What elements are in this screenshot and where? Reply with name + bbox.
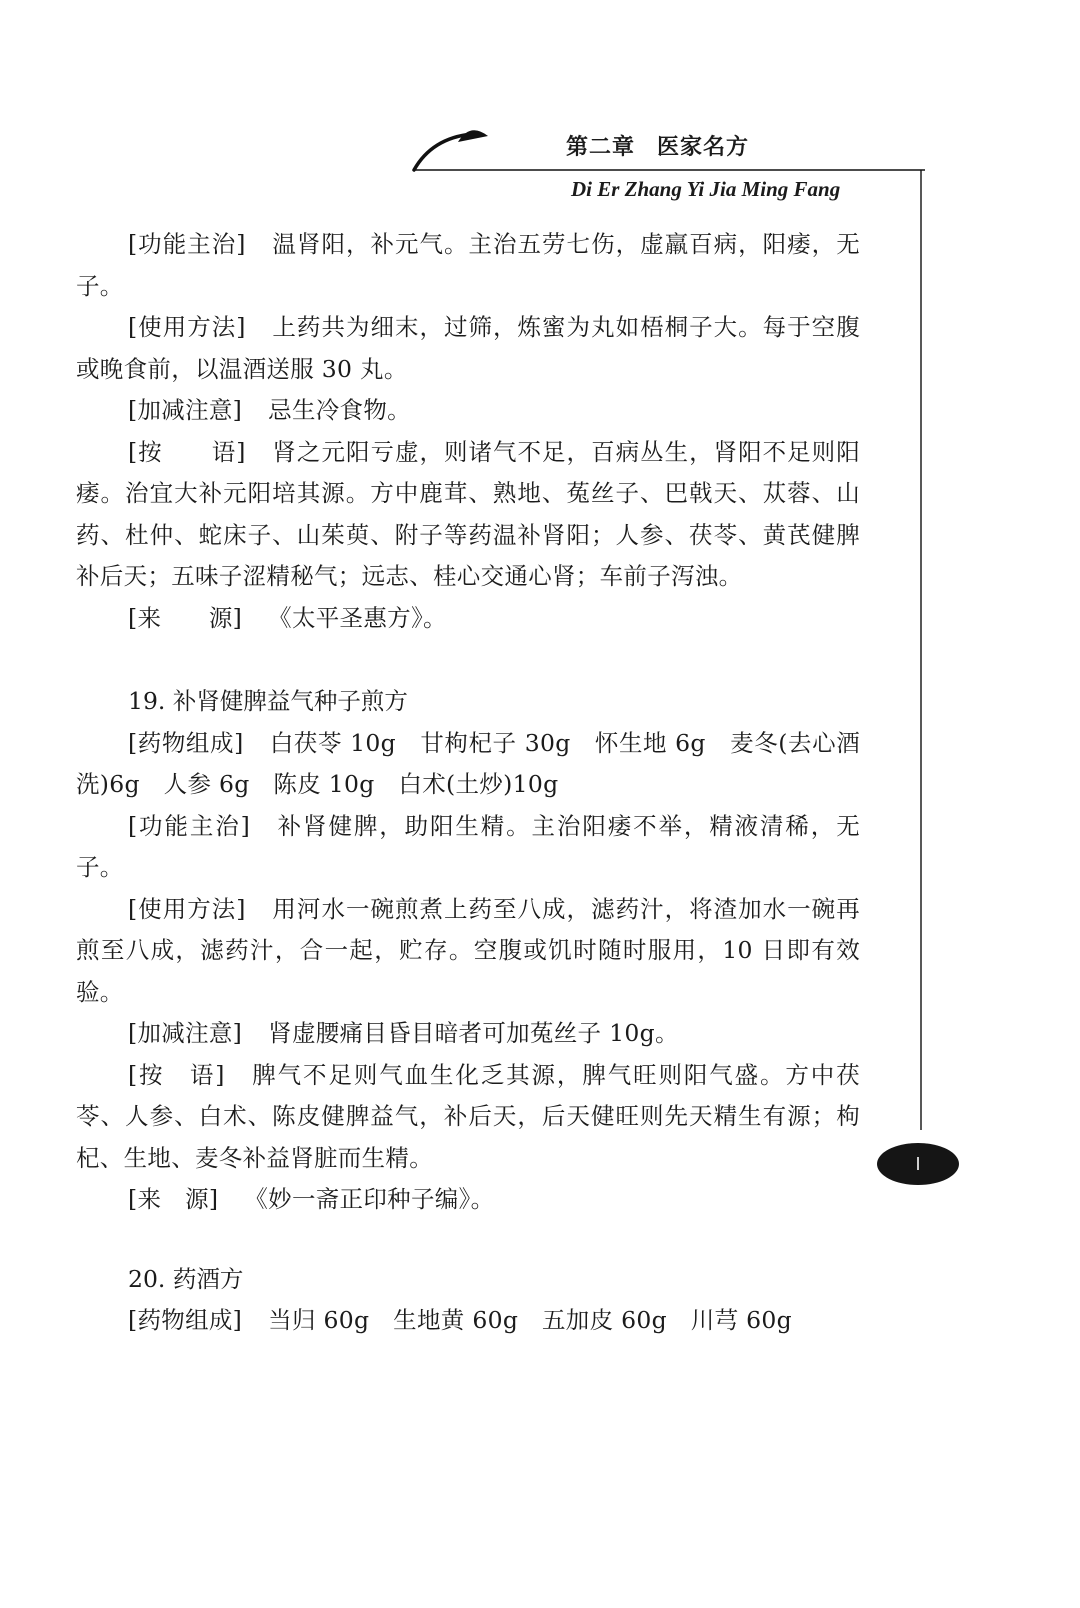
section-text: 脾气不足则气血生化乏其源，脾气旺则阳气盛。方中茯苓、人参、白术、陈皮健脾益气，补后天，后天健旺则先天精生有源；枸杞、生地、麦冬补益肾脏而生精。 <box>76 1060 860 1172</box>
section-label: [功能主治] <box>128 230 246 258</box>
recipe-19-title: 19. 补肾健脾益气种子煎方 <box>128 687 408 715</box>
section-label: [药物组成] <box>128 728 244 757</box>
section-label: [使用方法] <box>128 894 246 923</box>
section-label: [药物组成] <box>128 1306 243 1334</box>
lamp-shade-icon <box>458 130 488 142</box>
section-text: 补肾健脾，助阳生精。主治阳痿不举，精液清稀，无子。 <box>76 811 860 881</box>
section-text: 当归 60g 生地黄 60g 五加皮 60g 川芎 60g <box>268 1306 793 1334</box>
section-label: [按 语] <box>128 1060 225 1089</box>
paragraph-modification <box>76 390 860 432</box>
paragraph-usage <box>76 307 860 390</box>
section-text: 《太平圣惠方》。 <box>268 603 447 632</box>
paragraph-indications <box>76 806 860 889</box>
paragraph-ingredients <box>76 1300 860 1342</box>
spacer <box>76 1221 860 1259</box>
section-label: [来 源] <box>128 1185 219 1213</box>
spacer <box>76 639 860 681</box>
section-label: [来 源] <box>128 603 243 632</box>
paragraph-commentary <box>76 432 860 598</box>
section-text: 白茯苓 10g 甘枸杞子 30g 怀生地 6g 麦冬(去心酒洗)6g 人参 6g 陈皮 10g 白术(土炒)10g <box>76 728 861 798</box>
chapter-pinyin: Di Er Zhang Yi Jia Ming Fang <box>571 177 841 201</box>
section-label: [加减注意] <box>128 396 243 424</box>
section-text: 忌生冷食物。 <box>268 396 411 424</box>
section-label: [功能主治] <box>128 811 251 840</box>
paragraph-source <box>76 598 860 640</box>
paragraph-indications <box>76 224 860 307</box>
page-body <box>76 224 860 1342</box>
section-text: 用河水一碗煎煮上药至八成，滤药汁，将渣加水一碗再煎至八成，滤药汁，合一起，贮存。空腹或饥时随时服用，10 日即有效验。 <box>76 894 860 1006</box>
section-label: [加减注意] <box>128 1019 243 1047</box>
paragraph-source <box>76 1179 860 1221</box>
recipe-20-title: 20. 药酒方 <box>128 1264 244 1293</box>
section-label: [使用方法] <box>128 313 246 341</box>
paragraph-usage <box>76 889 860 1014</box>
section-label: [按 语] <box>128 437 246 466</box>
paragraph-ingredients <box>76 723 860 806</box>
chapter-number: 第二章 <box>566 135 636 160</box>
section-text: 肾之元阳亏虚，则诸气不足，百病丛生，肾阳不足则阳痿。治宜大补元阳培其源。方中鹿茸、熟地、菟丝子、巴戟天、苁蓉、山药、杜仲、蛇床子、山茱萸、附子等药温补肾阳；人参、茯苓、黄芪健脾补后天；五味子涩精秘气；远志、桂心交通心肾；车前子泻浊。 <box>76 437 860 590</box>
chapter-title <box>566 130 749 161</box>
chapter-name: 医家名方 <box>657 135 750 160</box>
page-tab-marker <box>877 1143 959 1185</box>
paragraph-modification <box>76 1013 860 1055</box>
paragraph-commentary <box>76 1055 860 1180</box>
section-text: 《妙一斋正印种子编》。 <box>244 1185 495 1213</box>
section-text: 温肾阳，补元气。主治五劳七伤，虚羸百病，阳痿，无子。 <box>76 230 860 300</box>
section-text: 肾虚腰痛目昏目暗者可加菟丝子 10g。 <box>268 1019 679 1047</box>
section-text: 上药共为细末，过筛，炼蜜为丸如梧桐子大。每于空腹或晚食前，以温酒送服 30 丸。 <box>76 313 860 383</box>
